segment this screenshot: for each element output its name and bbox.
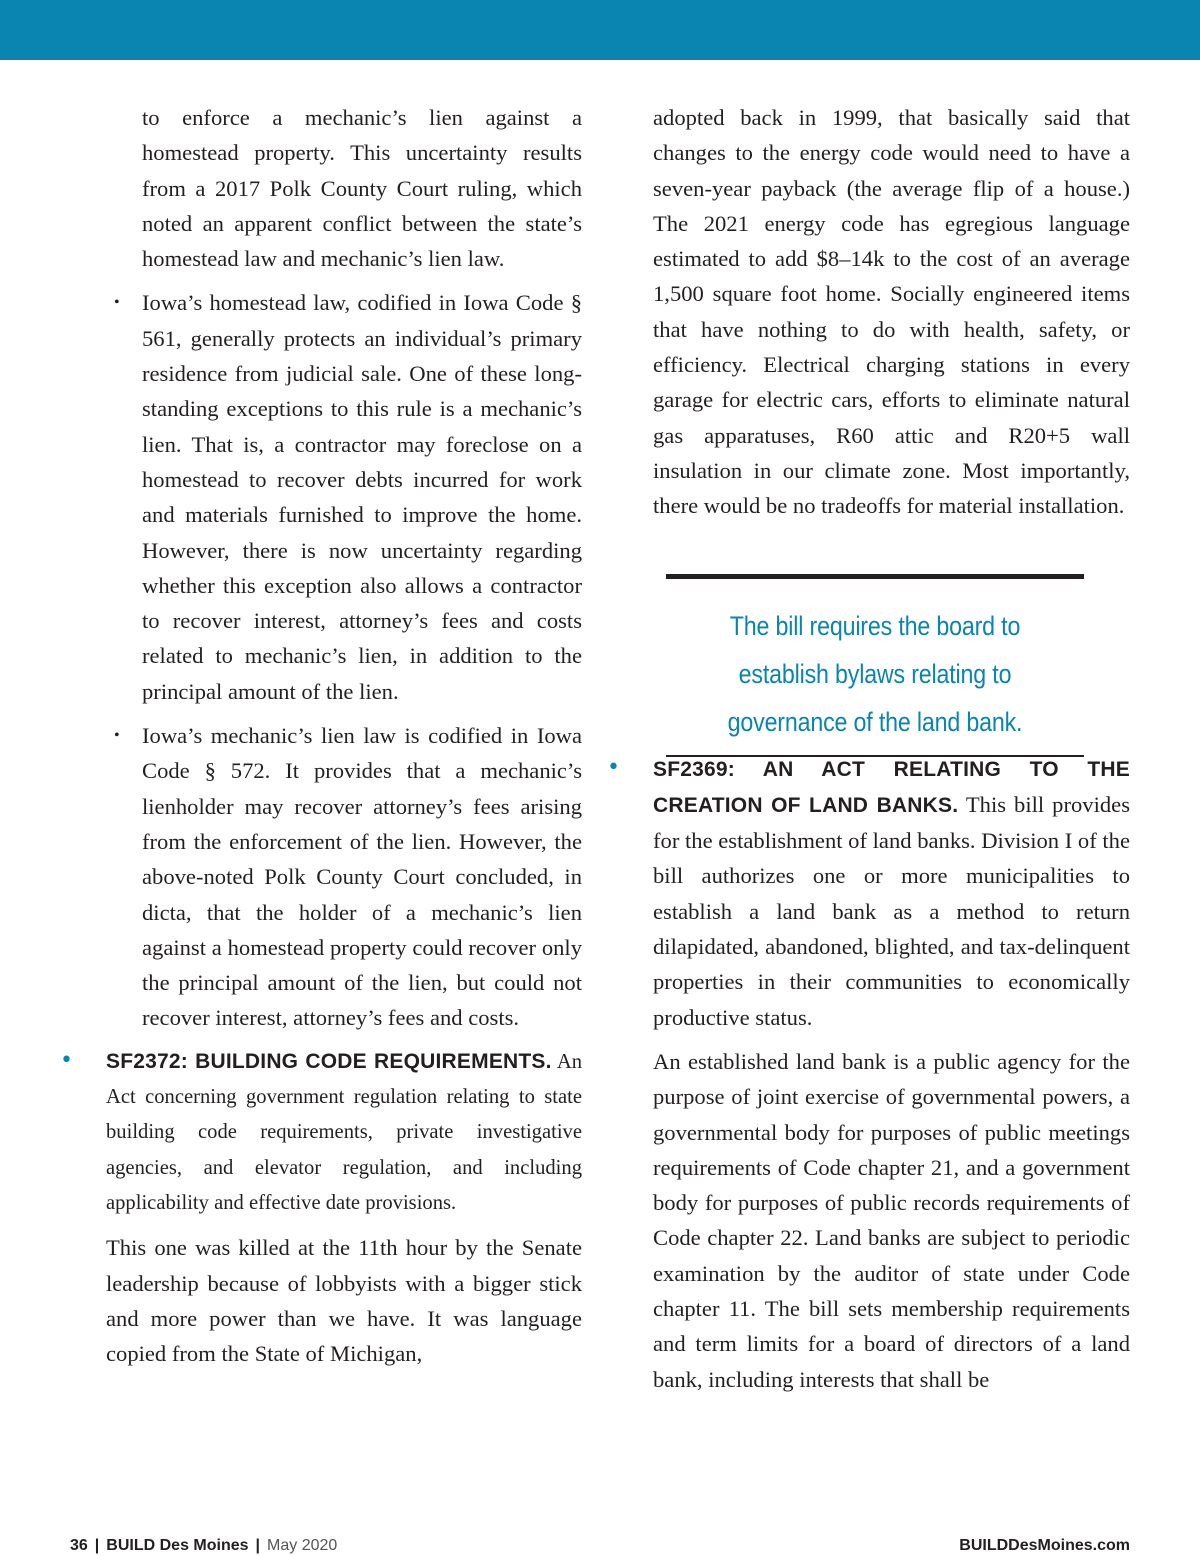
- pull-quote-line: establish bylaws relating to: [738, 659, 1012, 689]
- mechanics-lien-text: Iowa’s mechanic’s lien law is codified in Iowa Code § 572. It provides that a mechanic’s lienholder may recover attorney’s fees arising from the enforcement of the lien. However, the above-noted Polk County Court concluded, in dicta, that the holder of a mechanic’s lien against a homestead property could recover only the principal amount of the lien, but could not recover interest, attorney’s fees and costs.: [142, 723, 582, 1031]
- pull-quote: [666, 574, 1084, 758]
- energy-code-paragraph: adopted back in 1999, that basically said that changes to the energy code would need to have a seven-year payback (the average flip of a house.) The 2021 energy code has egregious language estimated to add $8–14k to the cost of an average 1,500 square foot home. Socially engineered items that have nothing to do with health, safety, or efficiency. Electrical charging stations in every garage for electric cars, efforts to eliminate natural gas apparatuses, R60 attic and R20+5 wall insulation in our climate zone. Most importantly, there would be no tradeoffs for material installation.: [653, 105, 1130, 519]
- left-continuation-paragraph: to enforce a mechanic’s lien against a homestead property. This uncertainty results from a 2017 Polk County Court ruling, which noted an apparent conflict between the state’s homestead law and mechanic’s lien law.: [142, 105, 582, 272]
- footer-separator: |: [94, 1537, 100, 1554]
- footer-website[interactable]: BUILDDesMoines.com: [959, 1537, 1130, 1554]
- bullet-dot-icon: •: [114, 294, 120, 312]
- footer-separator: |: [255, 1537, 261, 1554]
- sf2372-bullet: [60, 1044, 582, 1221]
- left-column: [60, 100, 582, 1371]
- pull-quote-line: The bill requires the board to: [729, 611, 1021, 641]
- footer-left: [70, 1536, 337, 1556]
- homestead-law-bullet: [106, 285, 582, 709]
- sf2369-bullet: [607, 751, 1130, 1035]
- blue-bullet-icon: •: [607, 754, 620, 780]
- blue-bullet-icon: •: [60, 1047, 73, 1073]
- homestead-law-text: Iowa’s homestead law, codified in Iowa Code § 561, generally protects an individual’s primary residence from judicial sale. One of these long-standing exceptions to this rule is a mechanic’s lien. That is, a contractor may foreclose on a homestead to recover debts incurred for work and materials furnished to improve the home. However, there is now uncertainty regarding whether this exception also allows a contractor to recover interest, attorney’s fees and costs related to mechanic’s lien, in addition to the principal amount of the lien.: [142, 290, 582, 704]
- pull-quote-bottom-rule: [666, 755, 1084, 757]
- pull-quote-line: governance of the land bank.: [727, 707, 1023, 737]
- pull-quote-text: [695, 602, 1054, 746]
- publication-name: BUILD Des Moines: [106, 1537, 249, 1554]
- issue-date: May 2020: [267, 1537, 338, 1554]
- sf2369-description: This bill provides for the establishment of land banks. Division I of the bill authorizes one or more municipalities to establish a land bank as a method to return dilapidated, abandoned, blighted, and tax-delinquent properties in their communities to economically productive status.: [653, 791, 1130, 1030]
- bullet-dot-icon: •: [114, 727, 120, 745]
- land-bank-paragraph: An established land bank is a public agency for the purpose of joint exercise of governmental powers, a governmental body for purposes of public meetings requirements of Code chapter 21, and a government body for purposes of public records requirements of Code chapter 22. Land banks are subject to periodic examination by the auditor of state under Code chapter 11. The bill sets membership requirements and term limits for a board of directors of a land bank, including interests that shall be: [653, 1048, 1130, 1392]
- sf2372-description: An Act concerning government regulation relating to state building code requirements, private investigative agencies, and elevator regulation, and including applicability and effective date provisions.: [106, 1050, 582, 1214]
- header-band: [0, 0, 1200, 60]
- page-number: 36: [70, 1537, 88, 1554]
- pull-quote-top-rule: [666, 574, 1084, 579]
- sf2369-title: SF2369: AN ACT RELATING TO THE CREATION OF LAND BANKS.: [653, 757, 1130, 817]
- sf2372-title: SF2372: BUILDING CODE REQUIREMENTS.: [106, 1049, 552, 1073]
- killed-bill-paragraph: This one was killed at the 11th hour by the Senate leadership because of lobbyists with a bigger stick and more power than we have. It was language copied from the State of Michigan,: [106, 1235, 582, 1367]
- mechanics-lien-bullet: [106, 718, 582, 1036]
